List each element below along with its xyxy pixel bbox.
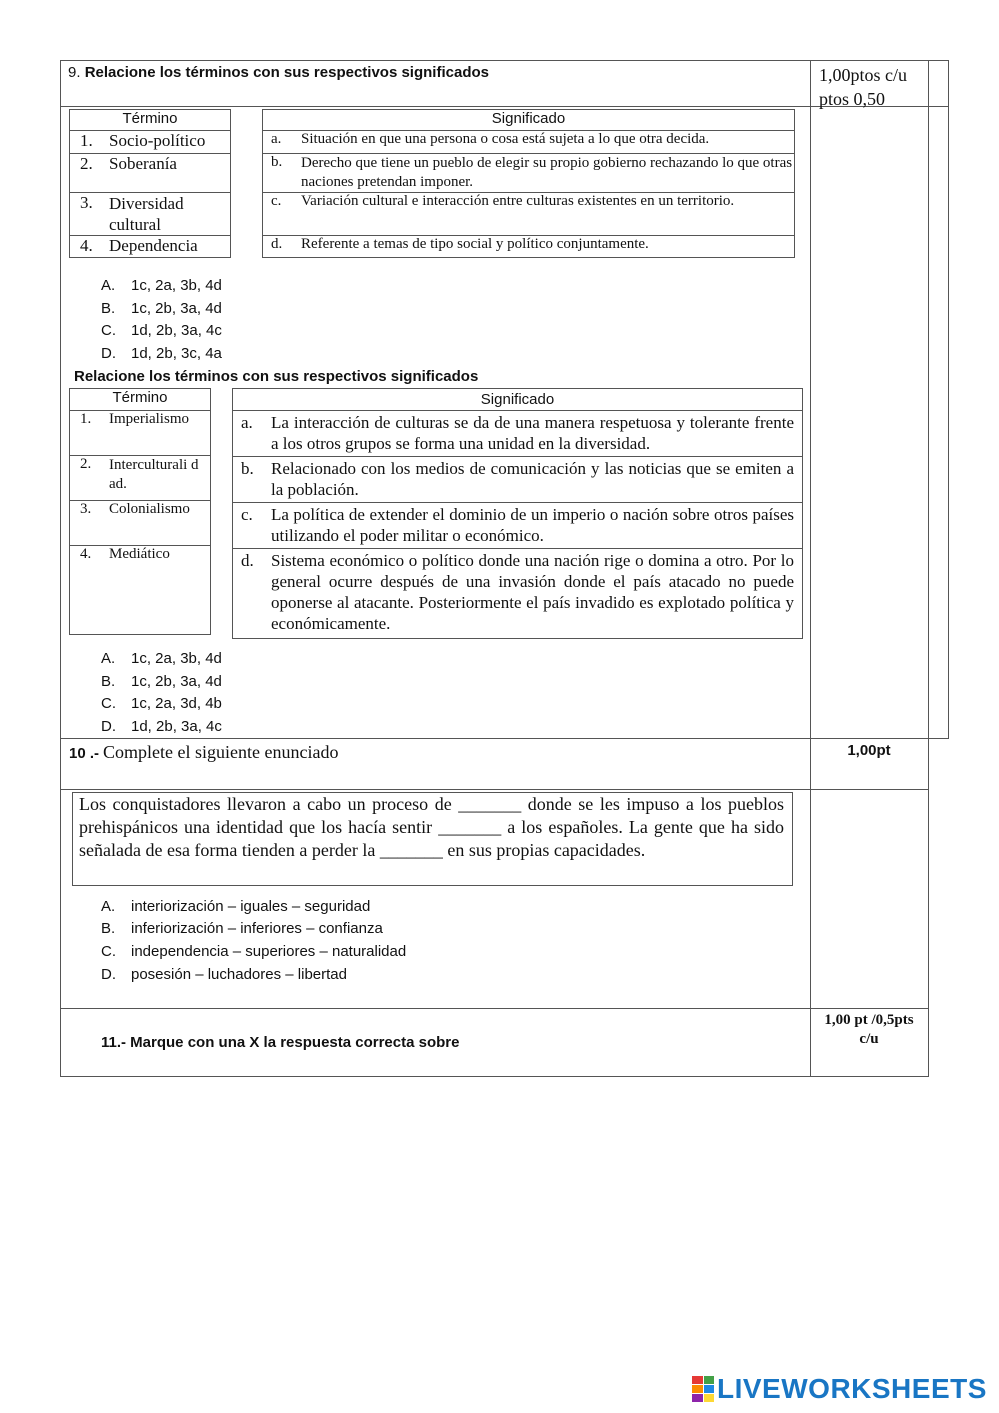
- q11-points: [810, 1011, 928, 1049]
- table2-meanings: [232, 388, 803, 639]
- table2-term-row: 1. Imperialismo: [70, 411, 211, 456]
- table2-terms: [69, 388, 211, 635]
- table2-term-header: Término: [70, 389, 211, 411]
- q9-points-line2: ptos 0,50: [819, 89, 886, 109]
- table1-terms: [69, 109, 231, 258]
- frame-q9-header-bottom: [60, 106, 949, 107]
- q9-points-line1: 1,00ptos c/u: [819, 65, 907, 85]
- q10-heading: [69, 742, 338, 763]
- q11-title: 11.- Marque con una X la respuesta correcta sobre: [101, 1034, 460, 1051]
- table1-meaning-header: Significado: [263, 110, 795, 131]
- frame-bottom: [60, 1076, 929, 1077]
- table2-meaning-row: c. La política de extender el dominio de un imperio o nación sobre otros países utilizando el poder militar o económico.: [233, 503, 803, 549]
- frame-q10-top: [60, 738, 949, 739]
- table1-meaning-row: a. Situación en que una persona o cosa está sujeta a lo que otra decida.: [263, 131, 795, 154]
- table2-term-row: 4. Mediático: [70, 546, 211, 635]
- frame-left: [60, 60, 61, 1077]
- q9-number: 9.: [68, 64, 81, 81]
- table1-term-row: 3. Diversidad cultural: [70, 193, 231, 236]
- table2-meaning-header: Significado: [233, 389, 803, 411]
- q10-points: 1,00pt: [847, 742, 891, 759]
- table1-meaning-row: b. Derecho que tiene un pueblo de elegir su propio gobierno rechazando lo que otras naciones pretendan imponer.: [263, 154, 795, 193]
- q11-points-line1: 1,00 pt /0,5pts: [824, 1012, 914, 1028]
- frame-right-inner: [928, 60, 929, 1077]
- frame-top: [60, 60, 949, 61]
- table1-term-row: 4. Dependencia: [70, 236, 231, 258]
- liveworksheets-wordmark: LIVEWORKSHEETS: [717, 1373, 987, 1404]
- table2-meaning-row: d. Sistema económico o político donde una nación rige o domina a otro. Por lo general ocurre después de una invasión donde el país atacado no puede oponerse al atacante. Posteriormente el país invadido es explotado política y económicamente.: [233, 549, 803, 639]
- q10-title: Complete el siguiente enunciado: [103, 742, 339, 762]
- q9-heading: [68, 64, 489, 81]
- table1-meaning-row: c. Variación cultural e interacción entre culturas existentes en un territorio.: [263, 193, 795, 236]
- frame-points-divider: [810, 60, 811, 1077]
- frame-q11-top: [60, 1008, 929, 1009]
- q9-title: Relacione los términos con sus respectivos significados: [84, 64, 489, 81]
- table2-meaning-row: b. Relacionado con los medios de comunicación y las noticias que se emiten a la población.: [233, 457, 803, 503]
- frame-q10-header-bottom: [60, 789, 929, 790]
- table2-term-row: 2. Interculturali dad.: [70, 456, 211, 501]
- table1-term-row: 2. Soberanía: [70, 154, 231, 193]
- table2-meaning-row: a. La interacción de culturas se da de una manera respetuosa y tolerante frente a los otros grupos se forma una unidad en la diversidad.: [233, 411, 803, 457]
- liveworksheets-logo-icon: [692, 1376, 714, 1402]
- q11-points-line2: c/u: [859, 1031, 879, 1047]
- table1-meaning-row: d. Referente a temas de tipo social y político conjuntamente.: [263, 236, 795, 258]
- q9-points: [819, 63, 907, 111]
- table1-term-row: 1. Socio-político: [70, 131, 231, 154]
- q10-number: 10 .-: [69, 745, 100, 762]
- q10-statement-box: Los conquistadores llevaron a cabo un proceso de _______ donde se les impuso a los pueblos prehispánicos una identidad que los hacía sentir _______ a los españoles. La gente que ha sido señalada de esa forma tienden a perder la _______ en sus propias capacidades.: [72, 792, 793, 886]
- q9-subtitle2: Relacione los términos con sus respectivos significados: [74, 368, 479, 385]
- table2-term-row: 3. Colonialismo: [70, 501, 211, 546]
- table1-meanings: [262, 109, 795, 258]
- table1-term-header: Término: [70, 110, 231, 131]
- liveworksheets-logo: [692, 1374, 987, 1404]
- frame-right-outer: [948, 60, 949, 739]
